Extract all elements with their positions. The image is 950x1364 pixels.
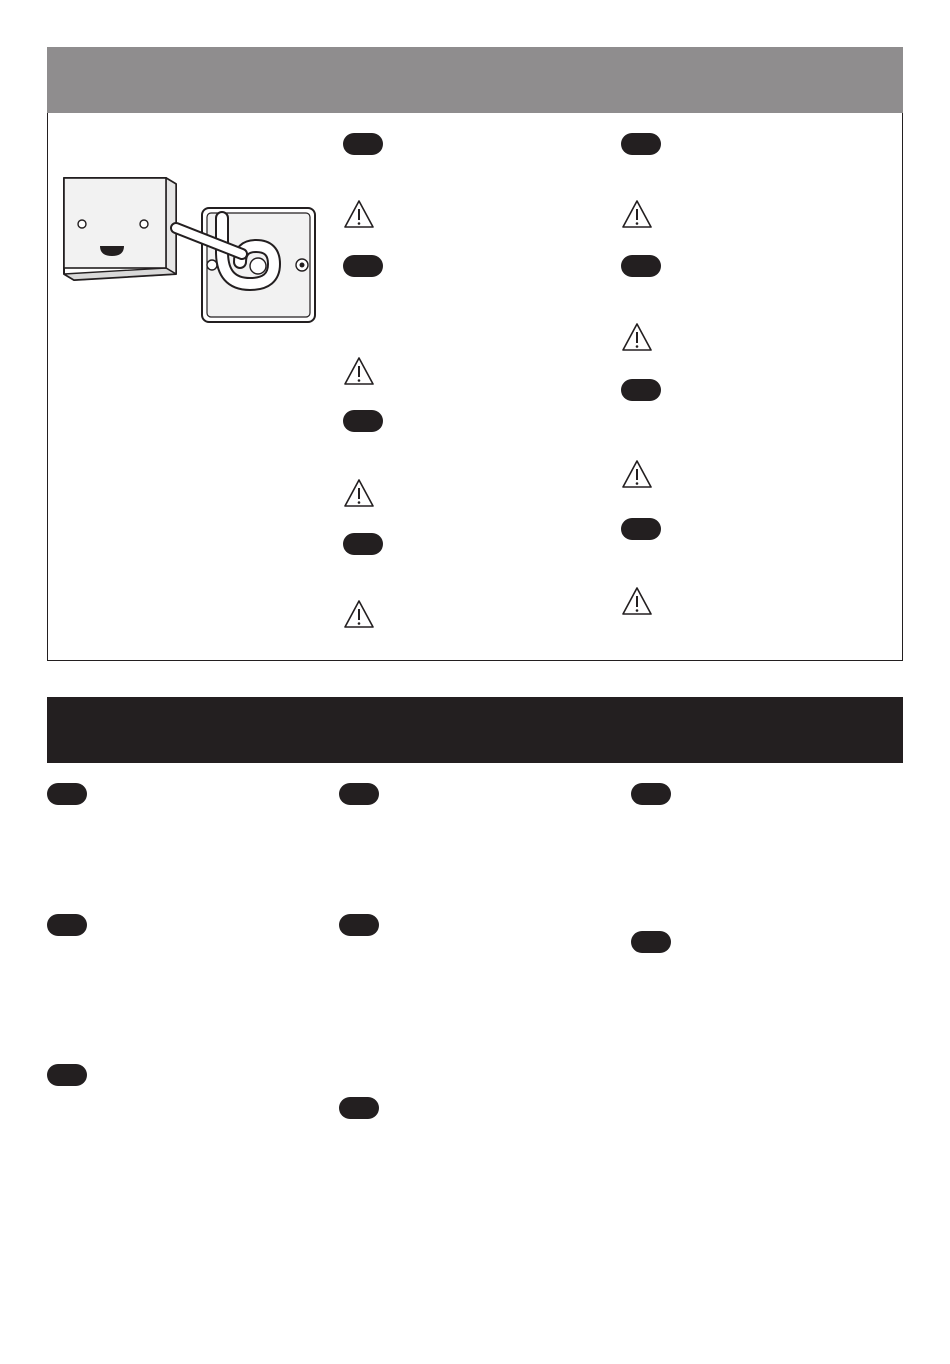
step-number-badge <box>631 783 671 805</box>
step-number-badge <box>621 518 661 540</box>
step-number-badge <box>343 533 383 555</box>
warning-triangle-icon <box>343 478 375 508</box>
step-number-badge <box>621 133 661 155</box>
step-number-badge <box>343 133 383 155</box>
step-number-badge <box>631 931 671 953</box>
step-number-badge <box>47 914 87 936</box>
wall-socket-with-mounting-box-icon <box>62 172 320 328</box>
step-number-badge <box>343 410 383 432</box>
warning-triangle-icon <box>343 356 375 386</box>
step-number-badge <box>339 1097 379 1119</box>
section-header-black <box>47 697 903 763</box>
warning-triangle-icon <box>621 586 653 616</box>
warning-triangle-icon <box>343 599 375 629</box>
step-number-badge <box>47 783 87 805</box>
warning-triangle-icon <box>343 199 375 229</box>
step-number-badge <box>621 255 661 277</box>
warning-triangle-icon <box>621 459 653 489</box>
step-number-badge <box>339 783 379 805</box>
step-number-badge <box>47 1064 87 1086</box>
warning-triangle-icon <box>621 199 653 229</box>
section-header-gray <box>47 47 903 113</box>
step-number-badge <box>621 379 661 401</box>
warning-triangle-icon <box>621 322 653 352</box>
step-number-badge <box>343 255 383 277</box>
step-number-badge <box>339 914 379 936</box>
